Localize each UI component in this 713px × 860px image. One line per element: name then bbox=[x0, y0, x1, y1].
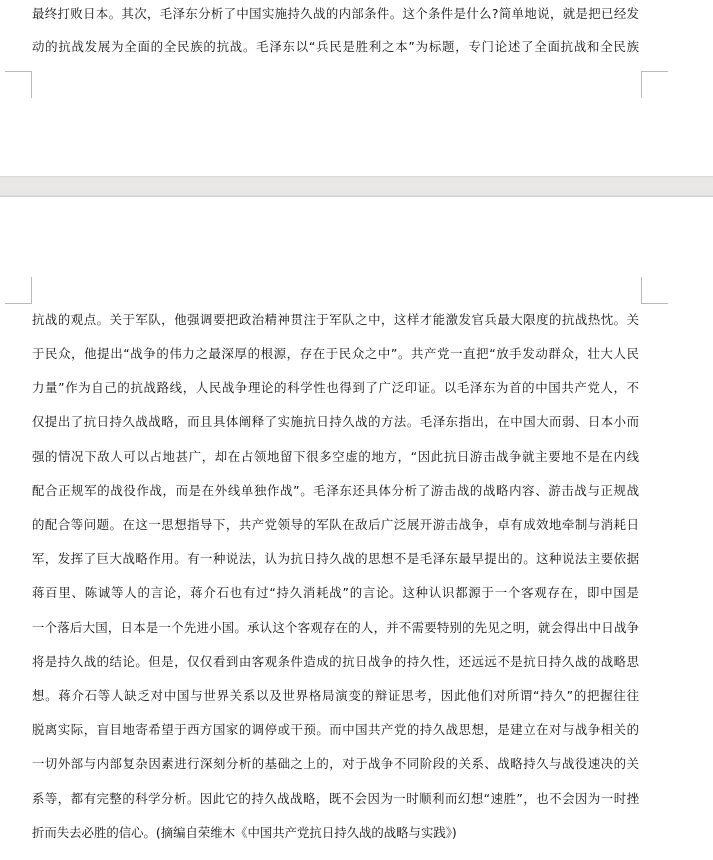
text-line: 配合正规军的战役作战，而是在外线单独作战”。毛泽东还具体分析了游击战的战略内容、游击战与正规战 bbox=[32, 483, 639, 498]
text-line: 于民众，他提出“战争的伟力之最深厚的根源，存在于民众之中”。共产党一直把“放手发动群众，壮大人民 bbox=[32, 346, 639, 361]
text-line: 抗战的观点。关于军队，他强调要把政治精神贯注于军队之中，这样才能激发官兵最大限度的抗战热忱。关 bbox=[32, 312, 639, 327]
document-page-1 bbox=[0, 0, 713, 176]
text-line: 一个落后大国，日本是一个先进小国。承认这个客观存在的人，并不需要特别的先见之明，就会得出中日战争 bbox=[32, 620, 639, 635]
text-line: 最终打败日本。其次，毛泽东分析了中国实施持久战的内部条件。这个条件是什么?简单地说，就是把已经发 bbox=[32, 6, 639, 21]
text-line: 强的情况下敌人可以占地甚广，却在占领地留下很多空虚的地方，“因此抗日游击战争就主要地不是在内线 bbox=[32, 449, 639, 464]
text-line: 仅提出了抗日持久战战略，而且具体阐释了实施抗日持久战的方法。毛泽东指出，在中国大而弱、日本小而 bbox=[32, 414, 639, 429]
text-line: 将是持久战的结论。但是，仅仅看到由客观条件造成的抗日战争的持久性，还远远不是抗日持久战的战略思 bbox=[32, 654, 639, 669]
margin-corner-mark-bottom-right bbox=[641, 71, 668, 98]
text-line: 力量”作为自己的抗战路线，人民战争理论的科学性也得到了广泛印证。以毛泽东为首的中国共产党人，不 bbox=[32, 380, 639, 395]
text-line: 一切外部与内部复杂因素进行深刻分析的基础之上的，对于战争不同阶段的关系、战略持久与战役速决的关 bbox=[32, 756, 639, 771]
document-page-2 bbox=[0, 197, 713, 860]
text-line: 军，发挥了巨大战略作用。有一种说法，认为抗日持久战的思想不是毛泽东最早提出的。这种说法主要依据 bbox=[32, 551, 639, 566]
text-line: 的配合等问题。在这一思想指导下，共产党领导的军队在敌后广泛展开游击战争，卓有成效地牵制与消耗日 bbox=[32, 517, 639, 532]
text-line: 蒋百里、陈诚等人的言论，蒋介石也有过“持久消耗战”的言论。这种认识都源于一个客观存在，即中国是 bbox=[32, 585, 639, 600]
page-break-separator bbox=[0, 176, 713, 197]
margin-corner-mark-top-left bbox=[5, 277, 32, 304]
text-line: 折而失去必胜的信心。(摘编自荣维木《中国共产党抗日持久战的战略与实践》) bbox=[32, 825, 457, 840]
text-line: 系等，都有完整的科学分析。因此它的持久战战略，既不会因为一时顺利而幻想“速胜”，也不会因为一时挫 bbox=[32, 791, 639, 806]
margin-corner-mark-bottom-left bbox=[5, 71, 32, 98]
text-line: 脱离实际，盲目地寄希望于西方国家的调停或干预。而中国共产党的持久战思想，是建立在对与战争相关的 bbox=[32, 722, 639, 737]
text-line: 想。蒋介石等人缺乏对中国与世界关系以及世界格局演变的辩证思考，因此他们对所谓“持久”的把握往往 bbox=[32, 688, 639, 703]
text-line: 动的抗战发展为全面的全民族的抗战。毛泽东以“兵民是胜利之本”为标题，专门论述了全面抗战和全民族 bbox=[32, 39, 639, 54]
margin-corner-mark-top-right bbox=[641, 277, 668, 304]
